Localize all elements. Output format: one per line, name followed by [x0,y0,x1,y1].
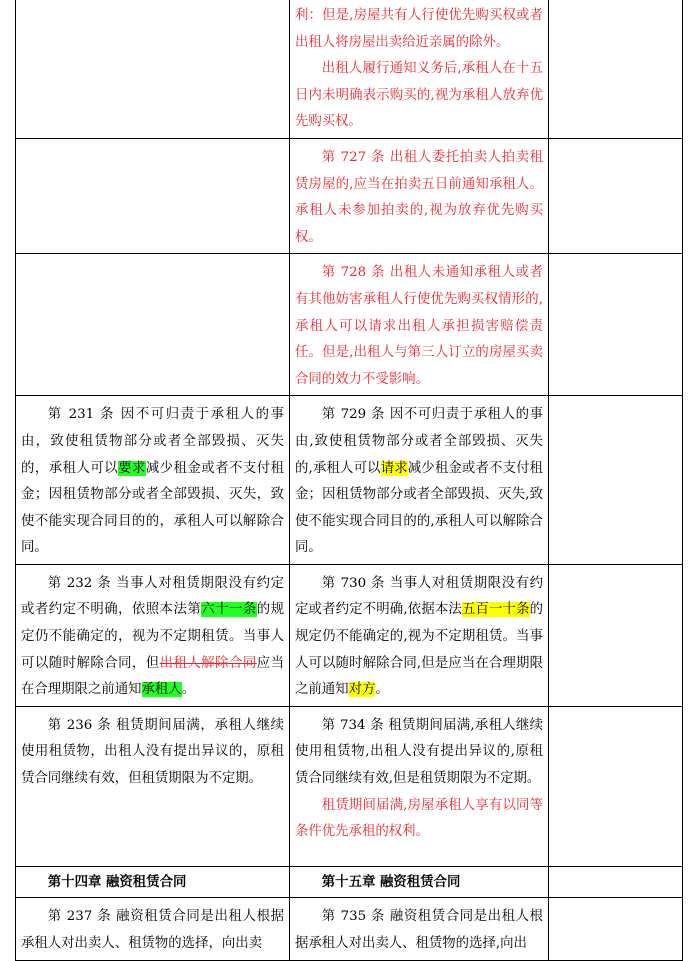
marked-text: 租赁期间届满,房屋承租人享有以同等条件优先承租的权利。 [295,797,543,840]
marked-text: 承租人 [141,682,182,698]
text-run: 减少租金或者不支付租金；因租赁物部分或者全部毁损、灭失，致使不能实现合同目的的，承租人可以解除合同。 [21,460,285,556]
text-run: 第 232 条 当事人对租赁期限没有约定或者约定不明确，依照本法第 [21,575,284,618]
marked-text: 五百一十条 [461,602,530,618]
marked-text: 第 727 条 出租人委托拍卖人拍卖租赁房屋的,应当在拍卖五日前通知承租人。承租人未参加拍卖的,视为放弃优先购买权。 [295,149,543,245]
article-paragraph [295,145,543,251]
remarks-cell [549,866,683,898]
marked-text: 出租人履行通知义务后,承租人在十五日内未明确表示购买的,视为承租人放弃优先购买权。 [295,61,543,130]
remarks-cell [549,138,683,253]
article-paragraph [21,904,284,957]
article-paragraph [295,3,543,56]
chapter-heading: 第十五章 融资租赁合同 [321,873,461,890]
remarks-cell [549,564,683,706]
article-paragraph [21,571,284,704]
article-paragraph [295,56,543,136]
marked-text: 要求 [118,460,146,476]
remarks-cell [549,396,683,565]
marked-text: 第 728 条 出租人未通知承租人或者有其他妨害承租人行使优先购买权情形的,承租人可以请求出租人承担损害赔偿责任。但是,出租人与第三人订立的房屋买卖合同的效力不受影响。 [295,265,543,387]
text-run: 。 [375,682,389,698]
table-row [16,0,683,138]
table-row [16,706,683,866]
article-paragraph [295,904,543,957]
new-law-cell [290,254,549,396]
marked-text: 对方 [348,682,376,698]
remarks-cell [549,706,683,866]
old-law-cell [16,0,290,138]
new-law-cell [290,706,549,866]
old-law-cell [16,564,290,706]
new-law-cell [290,0,549,138]
old-law-cell [16,396,290,565]
text-run: 第 730 条 当事人对租赁期限没有约定或者约定不明确,依据本法 [295,575,543,618]
text-run: 第 735 条 融资租赁合同是出租人根据承租人对出卖人、租赁物的选择,向出 [295,909,543,952]
article-paragraph [21,402,284,562]
new-law-cell [290,898,549,960]
article-paragraph [295,793,543,846]
old-law-cell [16,898,290,960]
marked-text: 出租人解除合同 [159,655,257,671]
old-law-cell [16,254,290,396]
new-law-cell [290,396,549,565]
new-law-cell [290,138,549,253]
text-run: 应当在合理期限之前通知 [21,655,285,698]
text-run: 第 237 条 融资租赁合同是出租人根据承租人对出卖人、租赁物的选择，向出卖 [21,909,284,952]
text-run: 的规定仍不能确定的，视为不定期租赁。当事人可以随时解除合同，但 [21,602,285,671]
text-run: 减少租金或者不支付租金；因租赁物部分或者全部毁损、灭失,致使不能实现合同目的的,承租人可以解除合同。 [295,460,544,556]
marked-text: 利：但是,房屋共有人行使优先购买权或者出租人将房屋出卖给近亲属的除外。 [295,8,543,50]
table-row [16,396,683,565]
table-body [16,0,683,960]
new-law-cell [290,564,549,706]
article-paragraph [295,713,543,793]
chapter-heading: 第十四章 融资租赁合同 [47,873,187,890]
article-paragraph [295,402,543,562]
text-run: 的规定仍不能确定的,视为不定期租赁。当事人可以随时解除合同,但是应当在合理期限之前通知 [295,602,544,698]
chapter-title-old [16,866,290,898]
marked-text: 六十一条 [201,602,257,618]
old-law-cell [16,138,290,253]
table-row [16,564,683,706]
table-row [16,866,683,898]
article-paragraph [295,571,543,704]
chapter-title-new [290,866,549,898]
text-run: 。 [181,682,196,698]
text-run: 第 729 条 因不可归责于承租人的事由,致使租赁物部分或者全部毁损、灭失的,承租人可以 [295,407,543,476]
old-law-cell [16,706,290,866]
remarks-cell [549,0,683,138]
text-run: 第 236 条 租赁期间届满，承租人继续使用租赁物，出租人没有提出异议的，原租赁合同继续有效，但租赁期限为不定期。 [21,717,284,787]
article-paragraph [21,713,284,793]
table-row [16,898,683,960]
article-paragraph [295,260,543,393]
text-run: 第 734 条 租赁期间届满,承租人继续使用租赁物,出租人没有提出异议的,原租赁合同继续有效,但是租赁期限为不定期。 [295,717,543,787]
remarks-cell [549,254,683,396]
marked-text: 请求 [380,460,408,476]
table-row [16,138,683,253]
text-run: 第 231 条 因不可归责于承租人的事由，致使租赁物部分或者全部毁损、灭失的，承租人可以 [21,407,284,476]
table-row [16,254,683,396]
law-comparison-table [15,0,683,961]
remarks-cell [549,898,683,960]
